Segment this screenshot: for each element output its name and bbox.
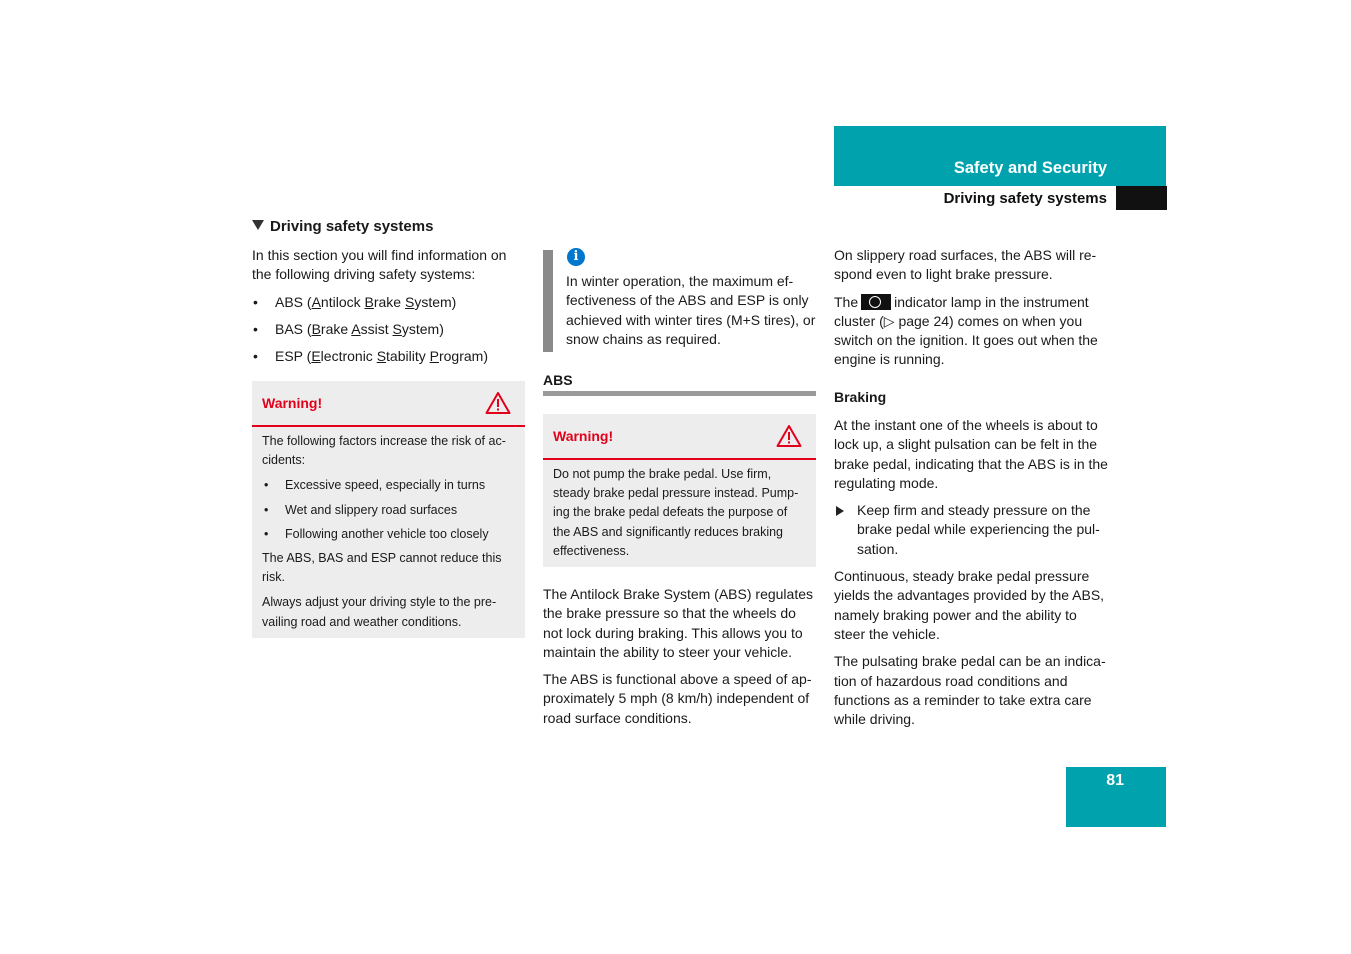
- list-item: • BAS (Brake Assist System): [252, 320, 525, 339]
- abs-indicator-lamp-icon: [861, 294, 891, 310]
- warning-triangle-icon: [485, 391, 511, 415]
- warning-text: Do not pump the brake pedal. Use firm, steady brake pedal pressure instead. Pump-ing the brake pedal defeats the purpose of the ABS and significantly reduces braking effectiveness.: [553, 467, 799, 558]
- header-marker: [1116, 186, 1167, 210]
- paragraph: The Antilock Brake System (ABS) regulates the brake pressure so that the wheels do not lock during braking. This allows you to maintain the ability to steer your vehicle.: [543, 586, 813, 660]
- warning-header: [543, 414, 816, 460]
- column-3-top: [834, 246, 1110, 370]
- paragraph: The pulsating brake pedal can be an indica-tion of hazardous road conditions and functions as a reminder to take extra care while driving.: [834, 653, 1106, 728]
- warning-para: The ABS, BAS and ESP cannot reduce this risk.: [262, 551, 502, 585]
- lamp-paragraph: The indicator lamp in the instrument cluster (▷ page 24) comes on when you switch on the ignition. It goes out when the engine is running.: [834, 293, 1098, 368]
- paragraph: On slippery road surfaces, the ABS will re-spond even to light brake pressure.: [834, 247, 1097, 283]
- warning-body: [252, 427, 525, 644]
- section-title-text: Driving safety systems: [270, 218, 434, 235]
- heading-rule: [543, 391, 816, 396]
- warning-label: Warning!: [262, 395, 323, 411]
- paragraph: At the instant one of the wheels is about to lock up, a slight pulsation can be felt in the brake pedal, indicating that the ABS is in the regulating mode.: [834, 417, 1108, 491]
- systems-list: [252, 293, 525, 367]
- page-number: 81: [1106, 772, 1124, 789]
- list-item: • ESP (Electronic Stability Program): [252, 347, 525, 366]
- abs-heading: ABS: [543, 372, 573, 388]
- triangle-down-icon: [252, 220, 264, 230]
- warning-triangle-icon: [776, 424, 802, 448]
- paragraph: The ABS is functional above a speed of ap-proximately 5 mph (8 km/h) independent of road surface conditions.: [543, 671, 812, 726]
- list-item: • Following another vehicle too closely: [262, 525, 515, 544]
- warning-box-1: [252, 381, 525, 638]
- chapter-title: Safety and Security: [953, 159, 1107, 177]
- info-text: In winter operation, the maximum ef-fectiveness of the ABS and ESP is only achieved with winter tires (M+S tires), or snow chains as required.: [566, 273, 816, 347]
- warning-body: [543, 460, 816, 573]
- action-item: Keep firm and steady pressure on the brake pedal while experiencing the pul-sation.: [834, 501, 1110, 559]
- list-item: • Wet and slippery road surfaces: [262, 501, 515, 520]
- braking-heading: Braking: [834, 389, 887, 405]
- info-bar: [543, 250, 553, 352]
- column-1: [252, 246, 525, 366]
- intro-text: In this section you will find information on the following driving safety systems:: [252, 247, 507, 283]
- list-item: • ABS (Antilock Brake System): [252, 293, 525, 312]
- abs-text: [543, 585, 816, 728]
- column-3-bottom: [834, 416, 1110, 729]
- warning-label: Warning!: [553, 428, 614, 444]
- warning-para: Always adjust your driving style to the pre-vailing road and weather conditions.: [262, 595, 497, 629]
- paragraph: Continuous, steady brake pedal pressure yields the advantages provided by the ABS, namely braking power and the ability to steer the vehicle.: [834, 568, 1105, 642]
- section-header: Driving safety systems: [943, 190, 1107, 207]
- section-title: [252, 218, 433, 235]
- list-item: • Excessive speed, especially in turns: [262, 476, 515, 495]
- warning-header: [252, 381, 525, 427]
- warning-box-2: [543, 414, 816, 567]
- warning-intro: The following factors increase the risk of ac-cidents:: [262, 434, 506, 468]
- info-icon: i: [567, 248, 585, 266]
- risk-list: [262, 476, 515, 544]
